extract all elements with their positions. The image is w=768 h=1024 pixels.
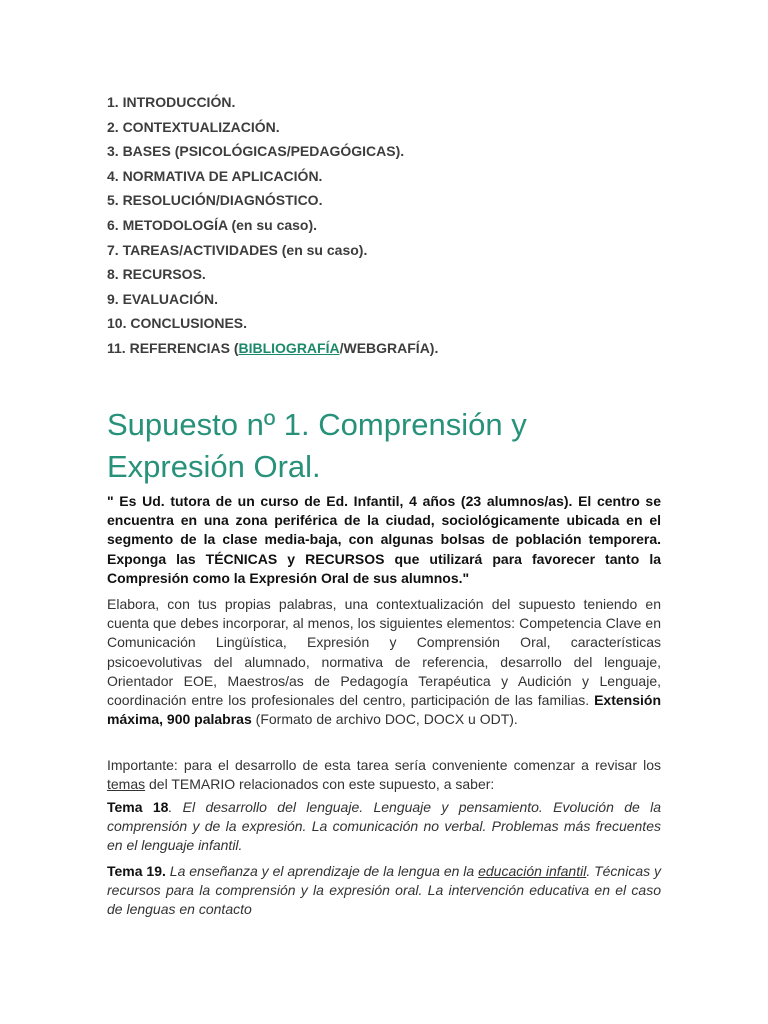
educacion-infantil-link[interactable]: educación infantil: [478, 863, 587, 879]
case-statement: " Es Ud. tutora de un curso de Ed. Infantil, 4 años (23 alumnos/as). El centro se encuentra en una zona periférica de la ciudad, sociológicamente ubicada en el segmento de la clase media-baja, con algunas bolsas de población temporera. Exponga las TÉCNICAS y RECURSOS que utilizará para favorecer tanto la Compresión como la Expresión Oral de sus alumnos.": [107, 493, 661, 586]
toc-item: 8. RECURSOS.: [107, 266, 206, 283]
bibliografia-link[interactable]: BIBLIOGRAFÍA: [238, 339, 340, 356]
toc-item-references: [107, 336, 438, 361]
toc-item: 6. METODOLOGÍA (en su caso).: [107, 216, 318, 233]
instructions-text: Elabora, con tus propias palabras, una contextualización del supuesto teniendo en cuenta que debes incorporar, al menos, los siguientes elementos: Competencia Clave en Comunicación Lingüística, Expresión y Comprensión Oral, características psicoevolutivas del alumnado, normativa de referencia, desarrollo del lenguaje, Orientador EOE, Maestros/as de Pedagogía Terapéutica y Audición y Lenguaje, coordinación entre los profesionales del centro, participación de las familias.: [107, 596, 661, 709]
tema-18-label: Tema 18: [107, 799, 169, 815]
toc-item-prefix: 11. REFERENCIAS (: [107, 339, 239, 356]
toc-item: 10. CONCLUSIONES.: [107, 315, 248, 332]
important-paragraph: [107, 756, 661, 794]
important-prefix: Importante: para el desarrollo de esta tarea sería conveniente comenzar a revisar los: [107, 757, 661, 773]
important-suffix: del TEMARIO relacionados con este supuesto, a saber:: [145, 776, 495, 793]
tema-19-suffix: . Técnicas y recursos para la comprensión y la expresión oral. La intervención educativa en el caso de lenguas en contacto: [107, 863, 662, 918]
toc-item: 1. INTRODUCCIÓN.: [107, 94, 236, 110]
toc-item: 5. RESOLUCIÓN/DIAGNÓSTICO.: [107, 192, 323, 209]
temas-link[interactable]: temas: [107, 776, 146, 793]
tema-18-text: . El desarrollo del lenguaje. Lenguaje y pensamiento. Evolución de la comprensión y de la expresión. La comunicación no verbal. Problemas más frecuentes en el lenguaje infantil.: [107, 799, 662, 854]
max-length-note: Extensión máxima, 900 palabras: [107, 692, 661, 728]
instructions-paragraph: [107, 595, 661, 729]
toc-item: 4. NORMATIVA DE APLICACIÓN.: [107, 167, 323, 184]
toc-item-suffix: /WEBGRAFÍA).: [339, 339, 439, 356]
toc-item: 2. CONTEXTUALIZACIÓN.: [107, 118, 280, 135]
section-title: Supuesto nº 1. Comprensión y Expresión Oral.: [107, 407, 527, 484]
toc-item: 7. TAREAS/ACTIVIDADES (en su caso).: [107, 241, 368, 258]
toc-item: 3. BASES (PSICOLÓGICAS/PEDAGÓGICAS).: [107, 143, 405, 160]
tema-19-paragraph: [107, 862, 661, 920]
format-note: (Formato de archivo DOC, DOCX u ODT).: [251, 711, 518, 728]
tema-19-label: Tema 19.: [107, 863, 166, 879]
tema-18-paragraph: [107, 798, 661, 856]
toc-item: 9. EVALUACIÓN.: [107, 290, 218, 307]
tema-19-prefix: La enseñanza y el aprendizaje de la lengua en la: [165, 863, 479, 879]
table-of-contents: [107, 90, 438, 361]
